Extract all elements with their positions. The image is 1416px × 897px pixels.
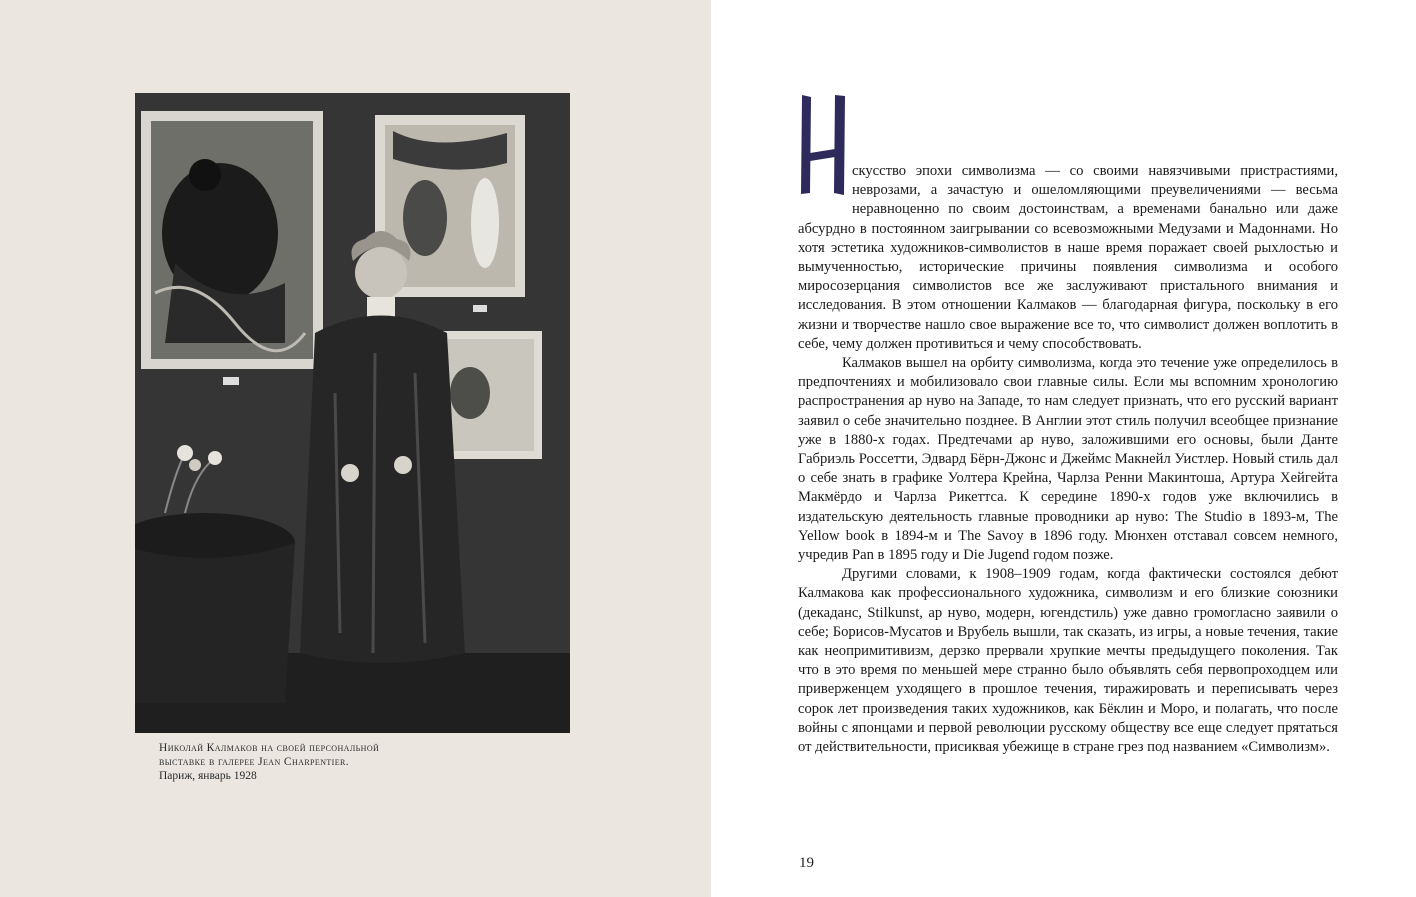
exhibition-photograph bbox=[135, 93, 570, 733]
photo-illustration bbox=[135, 93, 570, 733]
paragraph-1: скусство эпохи символизма — со своими навязчивыми пристрастиями, неврозами, а зачастую и ошеломляющими преувеличениями — весьма неравноценно по своим достоинствам, а временами банально или даже абсурдно в постоянном заигрывании со всевозможными Медузами и Мадоннами. Но хотя эстетика художников-символистов в наше время поражает своей рыхлостью и вымученностью, исторические причины появления символизма и особого миросозерцания символистов все же заслуживают пристального внимания и исследования. В этом отношении Калмаков — благодарная фигура, поскольку в его жизни и творчестве нашло свое выражение все то, что символист должен воплотить в себе, чему должен противиться и чему способствовать. bbox=[798, 163, 1338, 352]
caption-line-1: Николай Калмаков на своей персональной bbox=[159, 742, 380, 754]
paragraph-3: Другими словами, к 1908–1909 годам, когда фактически состоялся дебют Калмакова как профессионального художника, символизм и его близкие союзники (декаданс, Stilkunst, ар нуво, модерн, югендстиль) уже давно громогласно заявили о себе; Борисов-Мусатов и Врубель вышли, так сказать, из игры, а новые течения, такие как неопримитивизм, дерзко прервали хрупкие мечты предыдущего поколения. Так что в это время по меньшей мере странно было объявлять себя первопроходцем или приверженцем уходящего в прошлое течения, тиражировать и переписывать через сорок лет произведения таких художников, как Бёклин и Моро, и полагать, что после войны с японцами и первой революции русскому обществу все еще следует прятаться от действительности, присиквая убежище в стране грез под названием «Символизм». bbox=[798, 566, 1338, 756]
paragraph-2: Калмаков вышел на орбиту символизма, когда это течение уже определилось в предпочтениях и мобилизовало свои главные силы. Если мы вспомним хронологию распространения ар нуво на Западе, то нам следует признать, что его русский вариант заявил о себе значительно позднее. В Англии этот стиль получил всеобщее признание уже в 1880-х годах. Предтечами ар нуво, заложившими его основы, были Данте Габриэль Россетти, Эдвард Бёрн-Джонс и Джеймс Макнейл Уистлер. Новый стиль дал о себе знать в графике Уолтера Крейна, Чарлза Ренни Макинтоша, Артура Хейгейта Макмёрдо и Чарлза Рикеттса. К середине 1890-х годов уже включились в издательскую деятельность главные проводники ар нуво: The Studio в 1893-м, The Yellow book в 1894-м и The Savoy в 1896 году. Мюнхен отставал совсем немного, учредив Pan в 1895 году и Die Jugend годом позже. bbox=[798, 355, 1338, 564]
caption-line-3: Париж, январь 1928 bbox=[159, 770, 257, 782]
caption-line-2: выставке в галерее Jean Charpentier. bbox=[159, 756, 350, 768]
right-page bbox=[711, 0, 1416, 897]
photo-caption bbox=[159, 741, 459, 783]
page-number: 19 bbox=[799, 855, 814, 871]
body-text bbox=[798, 162, 1338, 757]
